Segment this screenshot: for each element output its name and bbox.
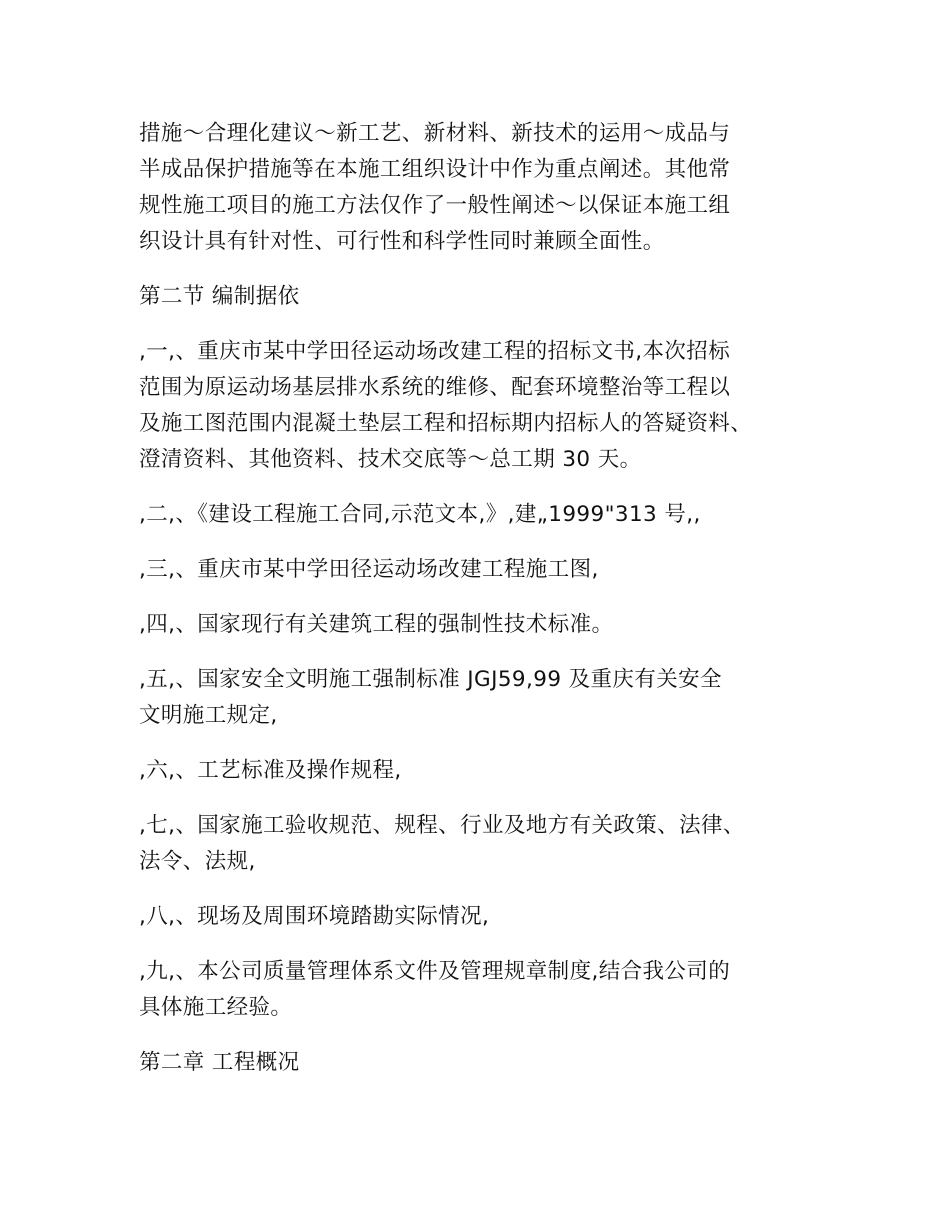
intro-paragraph: 措施～合理化建议～新工艺、新材料、新技术的运用～成品与 半成品保护措施等在本施工组织设计中作为重点阐述。其他常 规性施工项目的施工方法仅作了一般性阐述～以保证本施工组 织设计具有针对性、可行性和科学性同时兼顾全面性。: [139, 121, 731, 254]
basis-item-9: ,九,、本公司质量管理体系文件及管理规章制度,结合我公司的 具体施工经验。: [139, 959, 731, 1020]
basis-item-7: ,七,、国家施工验收规范、规程、行业及地方有关政策、法律、 法令、法规,: [139, 813, 745, 874]
basis-item-1: ,一,、重庆市某中学田径运动场改建工程的招标文书,本次招标 范围为原运动场基层排水系统的维修、配套环境整治等工程以 及施工图范围内混凝土垫层工程和招标期内招标人的答疑资料、 澄清资料、其他资料、技术交底等～总工期 30 天。: [139, 339, 753, 472]
basis-item-6: ,六,、工艺标准及操作规程,: [139, 758, 402, 783]
chapter-heading: 第二章 工程概况: [139, 1050, 300, 1075]
document-body: [139, 116, 819, 1100]
basis-item-2: ,二,、《建设工程施工合同,示范文本,》,建„1999"313 号,,: [139, 502, 701, 527]
basis-item-8: ,八,、现场及周围环境踏勘实际情况,: [139, 904, 490, 929]
basis-item-4: ,四,、国家现行有关建筑工程的强制性技术标准。: [139, 612, 614, 637]
basis-item-5: ,五,、国家安全文明施工强制标准 JGJ59,99 及重庆有关安全 文明施工规定,: [139, 667, 722, 728]
section-heading: 第二节 编制据依: [139, 284, 300, 309]
basis-item-3: ,三,、重庆市某中学田径运动场改建工程施工图,: [139, 557, 599, 582]
